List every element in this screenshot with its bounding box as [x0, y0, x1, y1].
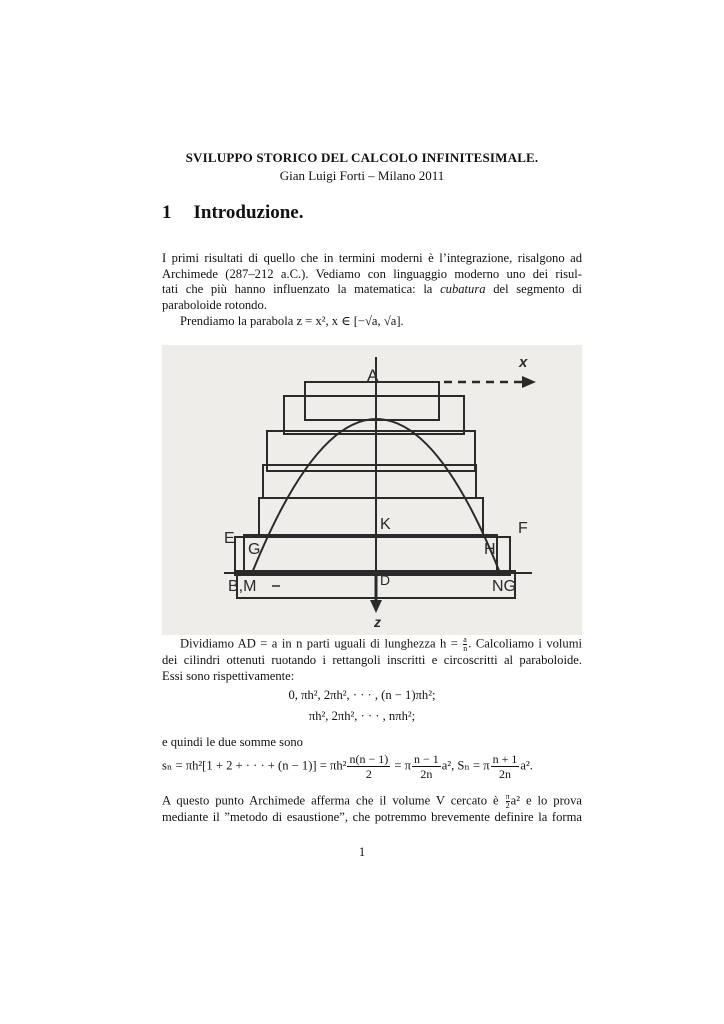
body-line-2: dei cilindri ottenuti ruotando i rettangoli inscritti e circoscritti al paraboloide. [162, 653, 582, 667]
body-line-metodo: mediante il ”metodo di esaustione”, che potremmo brevemente definire la forma [162, 810, 582, 824]
eq3-f2-den: 2n [420, 767, 433, 781]
fraction-denominator: n [463, 644, 468, 653]
body-paragraph-2 [162, 735, 582, 751]
intro-line-3-text: tati che più hanno influenzato la matematica: la [162, 282, 433, 297]
body-paragraph-3 [162, 793, 582, 826]
label-D: D [380, 572, 391, 588]
eq3-part-d: a². [520, 758, 533, 773]
intro-line-3-tail: del segmento di [493, 282, 582, 297]
body-paragraph-1 [162, 636, 582, 684]
z-axis-arrowhead [370, 600, 382, 613]
inline-fraction-pi-over-2 [506, 793, 510, 810]
intro-italic-word: cubatura [440, 282, 486, 297]
label-A: A [367, 366, 379, 385]
label-G-left: G [248, 541, 261, 558]
fraction-numerator: a [463, 635, 467, 644]
intro-line-3 [162, 282, 582, 298]
paraboloid-figure [162, 345, 582, 635]
p3-line-1-b: a² e lo prova [510, 793, 582, 808]
page-number: 1 [358, 845, 366, 859]
figure-drawing [162, 345, 582, 635]
p3-fraction-den: 2 [505, 801, 510, 810]
body-line-sums: e quindi le due somme sono [162, 735, 303, 749]
equation-inscribed-volumes: 0, πh², 2πh², · · · , (n − 1)πh²; [288, 688, 436, 702]
equation-sums [162, 752, 582, 781]
intro-line-5: Prendiamo la parabola z = x², x ∈ [−√a, √a]. [180, 313, 404, 328]
inline-fraction-a-over-n [463, 636, 467, 653]
body-line-archimede [162, 793, 582, 810]
p3-line-1-a: A questo punto Archimede afferma che il volume V cercato è [162, 793, 499, 808]
section-number: 1 [162, 202, 172, 223]
x-axis-arrowhead [522, 376, 536, 388]
eq3-f1-den: 2 [365, 767, 372, 781]
label-BM: B,M [228, 578, 257, 595]
rect-2 [284, 396, 464, 434]
label-x: x [519, 354, 528, 371]
rect-6 [244, 535, 497, 573]
label-E: E [224, 530, 235, 547]
eq3-fraction-1 [347, 752, 390, 781]
eq3-fraction-2 [412, 752, 441, 781]
rect-7 [235, 537, 510, 575]
rect-4 [263, 465, 476, 498]
eq3-part-a: sₙ = πh²[1 + 2 + · · · + (n − 1)] = πh² [162, 758, 347, 773]
label-z: z [374, 614, 381, 630]
rect-5 [259, 498, 483, 536]
label-F: F [518, 520, 528, 537]
label-NG: NG [492, 578, 516, 595]
equation-circumscribed-volumes: πh², 2πh², · · · , nπh²; [308, 709, 416, 723]
intro-line-4: paraboloide rotondo. [162, 298, 267, 313]
eq3-part-b: = π [394, 758, 411, 773]
eq3-fraction-3 [491, 752, 520, 781]
p3-fraction-num: π [505, 792, 510, 801]
section-title: Introduzione. [193, 202, 304, 223]
intro-line-2: Archimede (287–212 a.C.). Vediamo con linguaggio moderno uno dei risul- [162, 266, 582, 281]
eq3-f2-num: n − 1 [413, 752, 439, 766]
eq3-part-c: a², Sₙ = π [441, 758, 490, 773]
paper-author: Gian Luigi Forti – Milano 2011 [279, 168, 445, 183]
eq3-f3-den: 2n [499, 767, 512, 781]
body-line-1-b: . Calcoliamo i volumi [468, 636, 582, 651]
body-line-3: Essi sono rispettivamente: [162, 668, 295, 683]
intro-paragraph [162, 251, 582, 330]
body-line-1 [162, 636, 582, 653]
rect-1 [305, 382, 439, 420]
section-heading [162, 202, 303, 224]
body-line-1-a: Dividiamo AD = a in n parti uguali di lunghezza h = [180, 636, 458, 651]
paper-title: SVILUPPO STORICO DEL CALCOLO INFINITESIMALE. [185, 150, 539, 165]
label-H: H [484, 541, 496, 558]
intro-line-1: I primi risultati di quello che in termini moderni è l’integrazione, risalgono ad [162, 251, 582, 265]
eq3-f3-num: n + 1 [492, 752, 518, 766]
eq3-f1-num: n(n − 1) [349, 752, 389, 766]
label-K: K [380, 516, 391, 533]
